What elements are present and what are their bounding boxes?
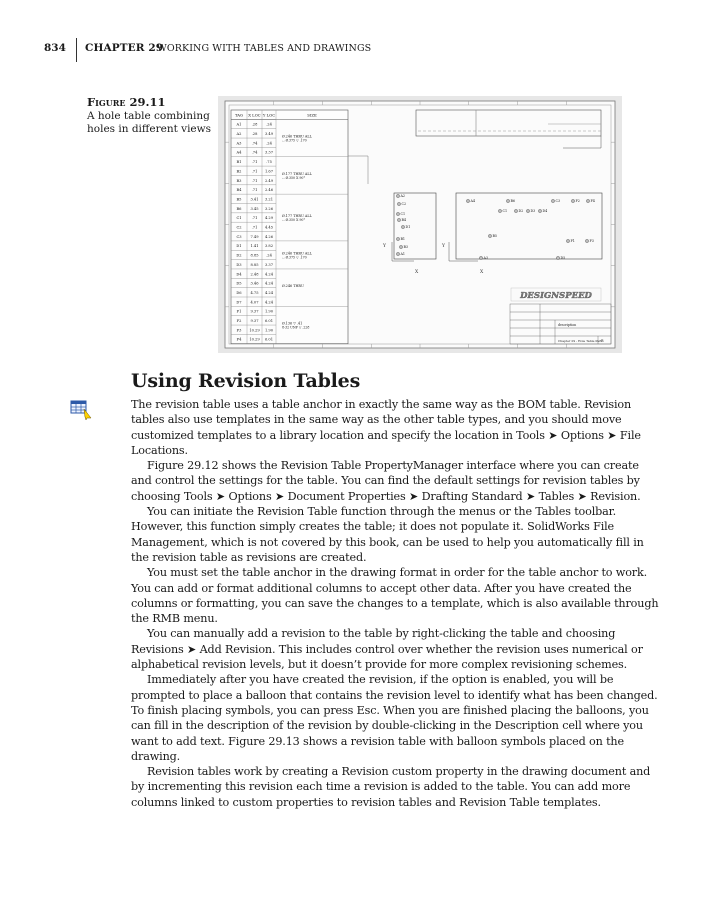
hole-table-header: TAG [234,112,244,118]
hole-table-cell: D6 [236,290,242,295]
figure-caption: A hole table combining holes in different views [87,109,212,135]
hole-table-cell: 6.01 [264,337,274,342]
chapter-title: WORKING WITH TABLES AND DRAWINGS [157,43,372,54]
right-view-hole-label: C1 [502,209,508,214]
hole-table-cell: 4.45 [264,225,274,230]
left-view-hole [397,202,400,205]
right-view-hole-label: F3 [589,239,594,244]
hole-table-cell: .28 [251,132,258,136]
hole-table-cell: .71 [251,188,258,193]
hole-table-cell: 4.07 [250,300,259,305]
hole-table-cell: .71 [251,169,258,174]
hole-size-note: Ø.246 THRU ALL [282,134,312,139]
hole-size-subnote: ⌴ Ø.350 X 90° [282,176,306,181]
hole-table-cell: 10.29 [249,337,260,342]
hole-table-cell: B2 [236,169,242,174]
hole-table-cell: 9.37 [250,319,259,323]
right-view-hole-label: B5 [492,234,498,239]
paragraph: You can manually add a revision to the table by right-clicking the table and choosing Revisions ➤ Add Revision. This includes control over whether the revision uses numerical or alphabetical revision levels, but it doesn’t provide for more complex revisioning schemes. [131,627,643,672]
paragraph: Figure 29.12 shows the Revision Table PropertyManager interface where you can create and control the settings for the table. You can find the default settings for revision tables by choosing Tools ➤ Options ➤ Document Properties ➤ Drafting Standard ➤ Tables ➤ Revision. [131,459,641,503]
right-view-hole [551,199,554,202]
right-view-hole [586,199,589,202]
drawing-sheet [218,96,622,353]
hole-table-cell: A1 [236,122,242,127]
figure-image [218,96,622,353]
hole-table-cell: .71 [251,178,258,183]
hole-table-frame [231,110,348,344]
left-view-hole [396,237,399,240]
hole-table-header: Y LOC [262,112,276,118]
revision-table-icon [70,400,92,420]
hole-table-cell: 3.37 [264,150,274,155]
right-part-view [456,193,602,259]
hole-table-cell: 2.48 [250,272,259,277]
logo-text: DESIGNSPEED [520,291,592,301]
title-block-description: description [558,323,577,327]
hole-table-cell: D2 [236,253,242,258]
hole-table-cell: 8.85 [250,253,259,258]
right-view-hole-label: F1 [570,239,575,244]
right-view-hole-label: A3 [483,256,488,261]
hole-table-cell: 9.37 [250,309,259,314]
hole-table-cell: D1 [236,244,242,249]
hole-table-cell: 2.49 [264,178,274,183]
hole-table-cell: 2.46 [264,188,274,193]
right-view-hole-label: B6 [510,199,516,204]
left-y-axis-label: Y [383,244,386,249]
hole-table-cell: .24 [266,141,272,146]
left-view-hole-label: B4 [401,218,407,223]
left-view-hole [397,218,400,221]
left-view-hole [399,245,402,248]
hole-size-note: Ø.246 THRU [282,284,304,289]
hole-size-subnote: ⌴ Ø.375 ▽ .170 [282,138,307,143]
hole-table-cell: B1 [236,160,242,165]
hole-table-cell: 4.75 [250,290,259,295]
hole-table-cell: .71 [251,160,258,165]
hole-table-cell: .71 [251,225,258,230]
hole-table-cell: D7 [236,300,242,305]
paragraph: You must set the table anchor in the drawing format in order for the table anchor to work. You can add or format additional columns to accept other data. After you have created the columns or formatting, you can save the changes to a template, which is also available through the RMB menu. [131,566,659,626]
hole-table-cell: 4.24 [264,290,274,295]
hole-table-cell: 3.41 [250,197,259,202]
hole-table-cell: F2 [236,319,242,323]
left-view-hole-label: D1 [405,225,411,230]
right-view-hole [488,234,491,237]
right-y-axis-label: Y [442,244,445,249]
hole-size-note: Ø.177 THRU ALL [282,171,312,176]
right-view-hole-label: F4 [590,199,595,204]
hole-table-cell: 3.49 [264,132,274,136]
figure-caption-block [87,96,217,137]
right-view-hole [538,209,541,212]
hole-table-cell: B4 [236,188,242,193]
hole-table-cell: F3 [236,328,242,333]
hole-table-cell: 3.21 [264,197,274,202]
left-view-hole-label: A1 [400,252,405,257]
right-view-hole [556,256,559,259]
right-view-hole-label: D2 [518,209,524,214]
hole-table-cell: 7.49 [250,234,259,239]
hole-table-cell: 3.82 [264,244,274,249]
hole-table-cell: A2 [236,132,242,136]
right-view-hole-label: C3 [555,199,561,204]
hole-table-cell: .28 [251,122,258,127]
right-view-hole [514,209,517,212]
hole-table-cell: C2 [236,225,242,230]
hole-table-cell: C3 [236,234,242,239]
right-view-hole [506,199,509,202]
hole-table-cell: .24 [266,253,272,258]
section-title: Using Revision Tables [131,370,361,392]
designspeed-logo [511,288,601,301]
body-text [131,397,661,810]
hole-table-cell: A3 [236,141,242,146]
hole-table-cell: 3.26 [264,206,274,211]
right-x-axis-label: X [480,270,484,275]
right-view-hole-label: D3 [530,209,536,214]
hole-table-cell: .74 [251,150,258,155]
hole-table-cell: .74 [251,141,258,146]
hole-table-cell: D3 [236,262,242,267]
header-divider [76,38,77,62]
hole-size-subnote: ⌴ Ø.375 ▽ .170 [282,255,307,260]
hole-table-cell: 1.41 [250,244,259,249]
hole-table-cell: 4.29 [264,216,274,221]
right-view-hole-label: F2 [575,199,580,204]
left-view-hole [396,252,399,255]
hole-table-cell: D4 [236,272,242,277]
hole-table-cell: 4.24 [264,281,274,286]
chapter-label: CHAPTER 29 [85,42,164,54]
hole-table-cell: .24 [266,122,272,127]
right-view-hole-label: D4 [542,209,548,214]
hole-table-cell: 4.24 [264,272,274,277]
title-block-drawing-title: Chapter 29 - Hole Table Part [558,339,602,343]
hole-table-cell: .75 [266,160,272,165]
left-view-hole-label: C2 [401,202,407,207]
right-view-hole [585,239,588,242]
left-view-hole [396,194,399,197]
hole-size-subnote: ⌴ Ø.350 X 90° [282,218,306,223]
hole-table-cell: 1.67 [264,169,274,174]
hole-size-note: Ø.246 THRU ALL [282,251,312,256]
hole-table-cell: 8.85 [250,262,259,267]
hole-table-cell: .71 [251,216,258,221]
left-view-hole-label: C1 [400,212,406,217]
right-view-hole [466,199,469,202]
hole-table-cell: 3.45 [250,206,259,211]
figure-label: Figure 29.11 [87,95,166,109]
right-view-hole-label: A4 [470,199,475,204]
hole-table-cell: B3 [236,178,242,183]
hole-table-cell: F1 [236,309,242,314]
hole-table-cell: 4.26 [264,234,274,239]
paragraph: The revision table uses a table anchor in exactly the same way as the BOM table. Revision tables also use templates in the same way as the other table types, and you should move customized templates to a library location and specify the location in Tools ➤ Options ➤ File Locations. [131,398,641,457]
title-block-size: B [601,339,604,343]
hole-table-cell: 6.01 [264,319,274,323]
hole-table-cell: D5 [236,281,242,286]
paragraph: Revision tables work by creating a Revision custom property in the drawing document and by incrementing this revision each time a revision is added to the table. You can add more columns linked to custom properties to revision tables and Revision Table templates. [131,765,651,809]
hole-table-header: X LOC [248,112,261,118]
hole-table-cell: 10.29 [249,328,260,333]
hole-table-cell: 1.90 [264,328,274,333]
hole-table-cell: 1.90 [264,309,274,314]
right-view-hole [498,209,501,212]
paragraph: You can initiate the Revision Table function through the menus or the Tables toolbar. However, this function simply creates the table; it does not populate it. SolidWorks File Management, which is not covered by this book, can be used to help you automatically fill in the revision table as revisions are created. [131,505,644,564]
right-view-hole [566,239,569,242]
hole-table-cell: A4 [236,150,242,155]
left-view-hole-label: B3 [403,245,409,250]
hole-size-subnote: 8-32 UNF ▽ .228 [282,325,310,330]
right-view-hole-label: D5 [560,256,566,261]
left-view-hole-label: B1 [400,237,406,242]
hole-size-note: Ø.177 THRU ALL [282,214,312,219]
right-view-hole [571,199,574,202]
left-view-hole [396,212,399,215]
hole-table-cell: 3.46 [250,281,259,286]
page-number: 834 [44,42,66,54]
hole-table-cell: B6 [236,206,242,211]
left-view-hole-label: A2 [400,194,405,199]
hole-table [231,110,348,344]
hole-table-cell: B5 [236,197,242,202]
right-view-hole [479,256,482,259]
hole-table-header: SIZE [307,112,317,118]
hole-size-note: Ø.136 ▽ .41 [282,321,303,326]
right-view-hole [526,209,529,212]
hole-table-cell: C1 [236,216,242,221]
hole-table-cell: 4.24 [264,300,274,305]
hole-table-cell: F4 [236,337,242,342]
left-view-hole [401,225,404,228]
hole-table-cell: 3.37 [264,262,274,267]
left-x-axis-label: X [415,270,419,275]
paragraph: Immediately after you have created the revision, if the option is enabled, you will be prompted to place a balloon that contains the revision level to identify what has been changed. To finish placing symbols, you can press Esc. When you are finished placing the balloons, you can fill in the description of the revision by double-clicking in the Description cell where you want to add text. Figure 29.13 shows a revision table with balloon symbols placed on the drawing. [131,673,658,763]
